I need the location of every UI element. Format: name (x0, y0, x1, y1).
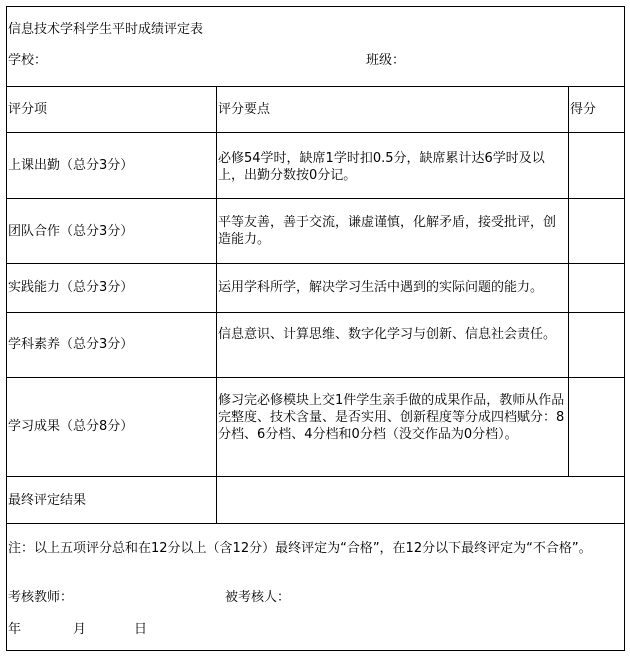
final-result-label: 最终评定结果 (8, 493, 87, 508)
examinee-label: 被考核人： (225, 590, 291, 605)
month-label: 月 (73, 622, 87, 637)
row-item-teamwork: 团队合作（总分3分） (8, 224, 134, 239)
form-title: 信息技术学科学生平时成绩评定表 (8, 22, 204, 37)
column-divider (216, 86, 217, 523)
row-item-literacy: 学科素养（总分3分） (8, 337, 134, 352)
row-criteria-literacy: 信息意识、计算思维、数字化学习与创新、信息社会责任。 (218, 327, 557, 342)
divider (6, 312, 625, 313)
day-label: 日 (134, 622, 148, 637)
row-criteria-teamwork: 平等友善，善于交流，谦虚谨慎，化解矛盾，接受批评，创造能力。 (218, 215, 557, 247)
row-criteria-outcome: 修习完必修模块上交1件学生亲手做的成果作品，教师从作品完整度、技术含量、是否实用、创新程度等分成四档赋分：8分档、6分档、4分档和0分档（没交作品为0分档）。 (218, 393, 565, 442)
row-item-attendance: 上课出勤（总分3分） (8, 158, 134, 173)
note-text: 注：以上五项评分总和在12分以上（含12分）最终评定为“合格”，在12分以下最终评定为“不合格”。 (8, 541, 592, 556)
row-criteria-practice: 运用学科所学，解决学习生活中遇到的实际问题的能力。 (218, 280, 544, 295)
year-label: 年 (8, 622, 22, 637)
divider (6, 198, 625, 199)
column-header-item: 评分项 (8, 102, 48, 117)
divider (6, 377, 625, 378)
divider (6, 86, 625, 87)
teacher-label: 考核教师： (8, 590, 74, 605)
divider (6, 476, 625, 477)
school-label: 学校： (8, 53, 48, 68)
column-header-score: 得分 (570, 102, 597, 117)
divider (6, 263, 625, 264)
row-item-practice: 实践能力（总分3分） (8, 280, 134, 295)
divider (6, 523, 625, 524)
column-divider (568, 86, 569, 477)
row-criteria-attendance: 必修54学时，缺席1学时扣0.5分，缺席累计达6学时及以上，出勤分数按0分记。 (218, 151, 545, 183)
divider (6, 132, 625, 133)
row-item-outcome: 学习成果（总分8分） (8, 419, 134, 434)
class-label: 班级： (366, 53, 406, 68)
column-header-criteria: 评分要点 (218, 102, 271, 117)
